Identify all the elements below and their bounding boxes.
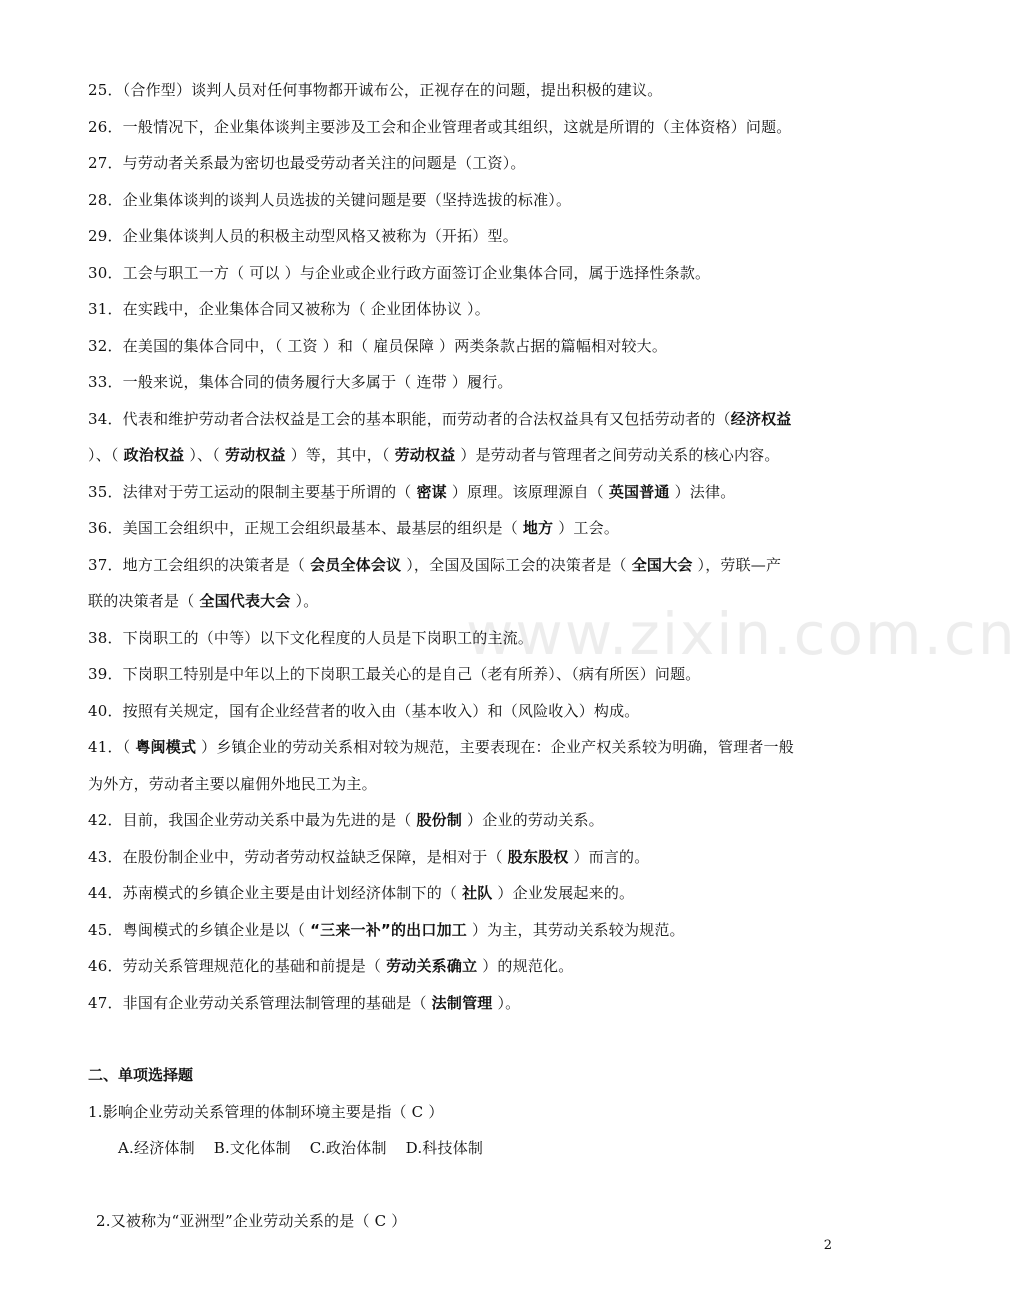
option-c: C.政治体制: [309, 1139, 387, 1157]
question-text: 33．一般来说，集体合同的债务履行大多属于（ 连带 ）履行。: [88, 373, 513, 391]
text-line: [88, 693, 840, 730]
question-text: ），劳联—产: [692, 555, 782, 574]
text-line: [88, 437, 840, 474]
question-text: ）等，其中，（: [285, 446, 395, 464]
text-line: [88, 291, 840, 328]
question-1-options: [88, 1130, 840, 1167]
answer-text: 劳动权益: [224, 446, 286, 464]
question-text: 35．法律对于劳工运动的限制主要基于所谓的（: [88, 482, 417, 501]
question-text: 41．（: [88, 738, 136, 756]
question-text: 46．劳动关系管理规范化的基础和前提是（: [88, 957, 387, 975]
question-text: ）而言的。: [568, 847, 650, 866]
question-text: ）。: [492, 993, 521, 1012]
text-line: [88, 218, 840, 255]
text-line: [88, 766, 840, 803]
question-text: ）企业的劳动关系。: [462, 811, 604, 829]
question-text: ）法律。: [669, 482, 736, 501]
question-text: 44．苏南模式的乡镇企业主要是由计划经济体制下的（: [88, 884, 463, 902]
answer-text: 劳动关系确立: [386, 957, 478, 975]
answer-text: 股份制: [416, 811, 463, 829]
answer-text: 法制管理: [431, 993, 493, 1012]
text-line: [88, 401, 840, 438]
option-a: A.经济体制: [118, 1139, 195, 1157]
text-line: [88, 182, 840, 219]
answer-text: 会员全体会议: [310, 555, 402, 574]
section-title-single-choice: 二、单项选择题: [88, 1066, 194, 1084]
spacer: [88, 1021, 840, 1057]
answer-text: 全国大会: [631, 555, 693, 574]
text-line: [88, 875, 840, 912]
text-line: [88, 985, 840, 1022]
question-text: 29．企业集体谈判人员的积极主动型风格又被称为（开拓）型。: [88, 227, 518, 245]
text-line: [88, 620, 840, 657]
text-line: [88, 328, 840, 365]
question-text: ），全国及国际工会的决策者是（: [401, 555, 632, 574]
option-b: B.文化体制: [213, 1139, 291, 1157]
fill-in-answers-list: [88, 72, 840, 1021]
question-text: ）企业发展起来的。: [492, 884, 635, 902]
text-line: [88, 474, 840, 511]
question-text: 45．粤闽模式的乡镇企业是以（: [88, 920, 311, 939]
text-line: [88, 364, 840, 401]
question-text: ）乡镇企业的劳动关系相对较为规范，主要表现在：企业产权关系较为明确，管理者一般: [196, 738, 794, 756]
answer-text: 社队: [462, 884, 493, 902]
question-text: 38．下岗职工的（中等）以下文化程度的人员是下岗职工的主流。: [88, 628, 534, 647]
text-line: [88, 656, 840, 693]
text-line: [88, 839, 840, 876]
text-line: [88, 547, 840, 584]
question-text: 联的决策者是（: [88, 592, 200, 610]
question-text: 31．在实践中，企业集体合同又被称为（ 企业团体协议 ）。: [88, 300, 490, 318]
answer-text: 英国普通: [608, 482, 670, 501]
question-text: 47．非国有企业劳动关系管理法制管理的基础是（: [88, 993, 432, 1012]
question-2-stem: 2.又被称为“亚洲型”企业劳动关系的是（ C ）: [96, 1211, 407, 1230]
watermark: www.zixin.com.cn: [466, 600, 1017, 668]
answer-text: 股东股权: [507, 847, 569, 866]
question-text: 39．下岗职工特别是中年以上的下岗职工最关心的是自己（老有所养）、（病有所医）问题。: [88, 665, 701, 683]
question-text: ）的规范化。: [477, 957, 574, 975]
question-text: ）、（: [88, 446, 124, 464]
question-text: ）。: [290, 592, 319, 610]
text-line: [88, 948, 840, 985]
answer-text: 地方: [522, 519, 554, 537]
question-text: 37．地方工会组织的决策者是（: [88, 555, 311, 574]
text-line: [88, 255, 840, 292]
text-line: [88, 802, 840, 839]
question-text: ）工会。: [553, 519, 620, 537]
answer-text: 全国代表大会: [199, 592, 291, 610]
question-text: 34．代表和维护劳动者合法权益是工会的基本职能，而劳动者的合法权益具有又包括劳动者的（: [88, 409, 731, 428]
question-text: ）、（: [184, 446, 225, 464]
option-d: D.科技体制: [405, 1139, 484, 1157]
text-line: [88, 510, 840, 547]
question-text: 36．美国工会组织中，正规工会组织最基本、最基层的组织是（: [88, 519, 523, 537]
question-text: 40．按照有关规定，国有企业经营者的收入由（基本收入）和（风险收入）构成。: [88, 701, 640, 720]
text-line: [88, 583, 840, 620]
text-line: [88, 72, 840, 109]
answer-text: 劳动权益: [394, 446, 456, 464]
text-line: [88, 729, 840, 766]
question-text: ）原理。该原理源自（: [446, 482, 609, 501]
spacer: [88, 1167, 840, 1203]
text-line: [88, 145, 840, 182]
answer-text: 经济权益: [730, 409, 792, 428]
question-text: 30．工会与职工一方（ 可以 ）与企业或企业行政方面签订企业集体合同，属于选择性条款。: [88, 263, 711, 282]
page-number: 2: [823, 1238, 832, 1253]
question-1-stem: 1.影响企业劳动关系管理的体制环境主要是指（ C ）: [88, 1102, 444, 1121]
question-text: 43．在股份制企业中，劳动者劳动权益缺乏保障，是相对于（: [88, 847, 508, 866]
answer-text: 密谋: [416, 482, 447, 501]
question-text: 42．目前，我国企业劳动关系中最为先进的是（: [88, 811, 417, 829]
text-line: [88, 109, 840, 146]
question-text: ）是劳动者与管理者之间劳动关系的核心内容。: [455, 446, 780, 464]
question-text: 32．在美国的集体合同中，（ 工资 ）和（ 雇员保障 ）两类条款占据的篇幅相对较大。: [88, 336, 668, 355]
answer-text: 政治权益: [123, 446, 185, 464]
question-text: ）为主，其劳动关系较为规范。: [466, 920, 685, 939]
answer-text: 粤闽模式: [135, 738, 197, 756]
question-text: 25．（合作型）谈判人员对任何事物都开诚布公，正视存在的问题，提出积极的建议。: [88, 81, 663, 99]
document-page: [88, 72, 840, 1239]
question-text: 为外方，劳动者主要以雇佣外地民工为主。: [88, 774, 377, 793]
question-text: 26．一般情况下，企业集体谈判主要涉及工会和企业管理者或其组织，这就是所谓的（主体资格）问题。: [88, 117, 792, 136]
question-text: 28．企业集体谈判的谈判人员选拔的关键问题是要（坚持选拔的标准）。: [88, 190, 572, 209]
text-line: [88, 912, 840, 949]
answer-text: “三来一补”的出口加工: [310, 920, 467, 939]
question-text: 27．与劳动者关系最为密切也最受劳动者关注的问题是（工资）。: [88, 154, 526, 172]
